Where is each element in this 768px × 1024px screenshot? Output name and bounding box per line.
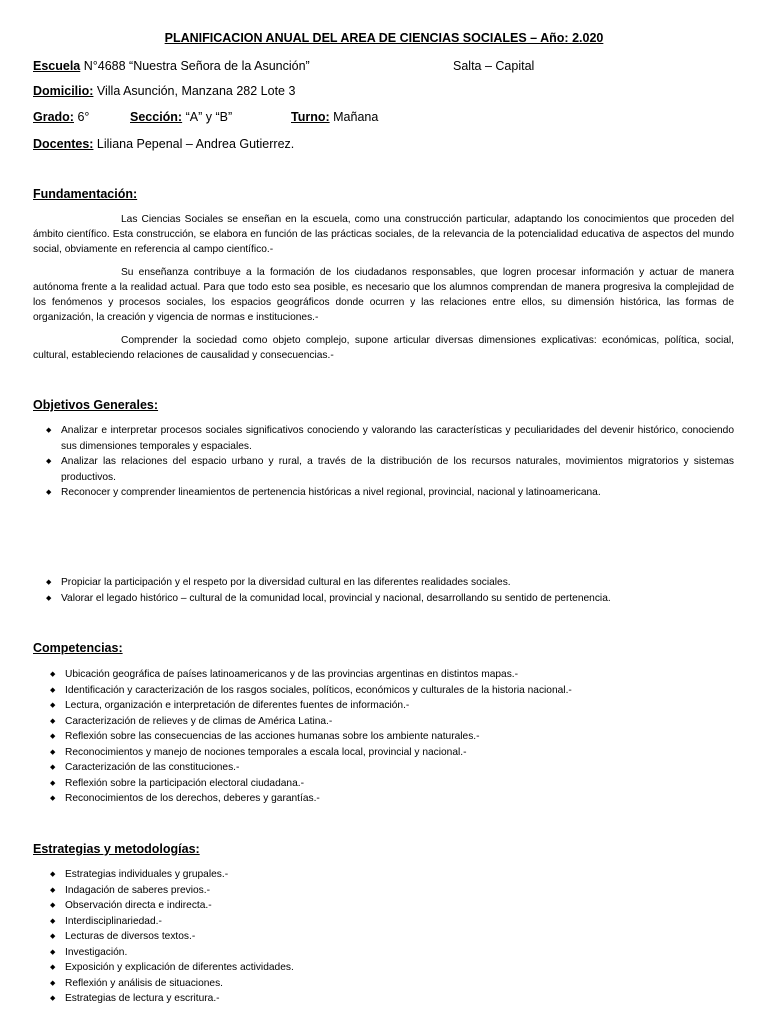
bullet-icon: ◆ — [50, 702, 56, 709]
bullet-icon: ◆ — [50, 948, 56, 956]
fundamentacion-paragraph: Su enseñanza contribuye a la formación de los ciudadanos responsables, que logren procesar información y actuar de manera autónoma frente a la realidad actual. Para que todo esto sea posible, es necesario que los alumnos comprendan de manera progresiva la complejidad de los fenómenos y procesos sociales, los espacios geográficos donde ocurren y las relaciones entre ellos, su dimensión histórica, las formas de organización, la creación y vigencia de normas e instituciones.- — [33, 267, 734, 323]
list-item: ◆ Exposición y explicación de diferentes actividades. — [65, 960, 734, 976]
header-grado — [33, 110, 89, 124]
bullet-icon: ◆ — [50, 779, 56, 787]
list-item: ◆ Valorar el legado histórico – cultural de la comunidad local, provincial y nacional, desarrollando su sentido de pertenencia. — [61, 591, 734, 607]
list-item: ◆ Caracterización de las constituciones.- — [65, 760, 734, 776]
turno-value: Mañana — [329, 110, 379, 124]
header-docentes — [33, 137, 294, 151]
list-item: ◆ Lecturas de diversos textos.- — [65, 929, 734, 945]
list-item: ◆ Reconocimientos de los derechos, deberes y garantías.- — [65, 791, 734, 807]
list-item: ◆ Reflexión sobre la participación electoral ciudadana.- — [65, 776, 734, 792]
list-item: ◆ Reflexión y análisis de situaciones. — [65, 976, 734, 992]
bullet-icon: ◆ — [50, 764, 56, 771]
list-item: ◆ Identificación y caracterización de los rasgos sociales, políticos, económicos y culturales de la historia nacional.- — [65, 683, 734, 699]
bullet-icon: ◆ — [50, 717, 56, 725]
bullet-icon: ◆ — [46, 594, 52, 602]
bullet-icon: ◆ — [46, 458, 52, 465]
list-item: ◆ Reconocer y comprender lineamientos de pertenencia históricas a nivel regional, provincial, nacional y latinoamericana. — [61, 485, 734, 501]
estrategias-heading: Estrategias y metodologías: — [33, 842, 200, 856]
objetivos-list-b — [46, 575, 734, 606]
fundamentacion-paragraph: Comprender la sociedad como objeto complejo, supone articular diversas dimensiones explicativas: económicas, política, social, cultural, estableciendo relaciones de causalidad y consecuencias.- — [33, 335, 734, 361]
list-item: ◆ Estrategias individuales y grupales.- — [65, 867, 734, 883]
header-escuela — [33, 59, 310, 73]
bullet-icon: ◆ — [50, 964, 56, 971]
bullet-icon: ◆ — [50, 886, 56, 894]
bullet-icon: ◆ — [50, 686, 56, 694]
list-item: ◆ Ubicación geográfica de países latinoamericanos y de las provincias argentinas en distintos mapas.- — [65, 667, 734, 683]
list-item: ◆ Analizar e interpretar procesos sociales significativos conociendo y valorando las características y peculiaridades del devenir histórico, conociendo sus dimensiones temporales y espaciales. — [46, 425, 734, 452]
domicilio-value: Villa Asunción, Manzana 282 Lote 3 — [93, 84, 296, 98]
document-title: PLANIFICACION ANUAL DEL AREA DE CIENCIAS SOCIALES – Año: 2.020 — [164, 31, 604, 45]
list-item: ◆ Observación directa e indirecta.- — [65, 898, 734, 914]
bullet-icon: ◆ — [50, 995, 56, 1002]
domicilio-label: Domicilio: — [33, 84, 94, 98]
grado-label: Grado: — [33, 110, 74, 124]
header-location: Salta – Capital — [453, 59, 535, 73]
fundamentacion-heading: Fundamentación: — [33, 187, 138, 201]
bullet-icon: ◆ — [50, 748, 56, 756]
objetivos-list-a — [46, 423, 734, 501]
list-item: ◆ Indagación de saberes previos.- — [65, 883, 734, 899]
header-seccion — [130, 110, 232, 124]
estrategias-list — [50, 867, 734, 1007]
bullet-icon: ◆ — [46, 489, 52, 496]
docentes-value: Liliana Pepenal – Andrea Gutierrez. — [93, 137, 295, 151]
bullet-icon: ◆ — [50, 871, 56, 878]
competencias-heading: Competencias: — [33, 641, 123, 655]
list-item: ◆ Reflexión sobre las consecuencias de las acciones humanas sobre los ambiente naturales.- — [65, 729, 734, 745]
list-item: ◆ Propiciar la participación y el respeto por la diversidad cultural en las diferentes realidades sociales. — [61, 575, 734, 591]
bullet-icon: ◆ — [50, 671, 56, 678]
list-item: ◆ Estrategias de lectura y escritura.- — [65, 991, 734, 1007]
bullet-icon: ◆ — [50, 902, 56, 909]
turno-label: Turno: — [291, 110, 330, 124]
seccion-label: Sección: — [130, 110, 183, 124]
seccion-value: “A” y “B” — [182, 110, 233, 124]
bullet-icon: ◆ — [50, 795, 56, 802]
list-item: ◆ Caracterización de relieves y de climas de América Latina.- — [65, 714, 734, 730]
bullet-icon: ◆ — [50, 979, 56, 987]
bullet-icon: ◆ — [46, 579, 52, 586]
list-item: ◆ Lectura, organización e interpretación de diferentes fuentes de información.- — [65, 698, 734, 714]
docentes-label: Docentes: — [33, 137, 94, 151]
list-item: ◆ Analizar las relaciones del espacio urbano y rural, a través de la distribución de los recursos naturales, movimientos migratorios y sistemas productivos. — [46, 456, 734, 483]
list-item: ◆ Investigación. — [65, 945, 734, 961]
bullet-icon: ◆ — [46, 427, 52, 434]
header-turno — [291, 110, 378, 124]
list-item: ◆ Reconocimientos y manejo de nociones temporales a escala local, provincial y nacional.- — [65, 745, 734, 761]
header-domicilio — [33, 84, 295, 98]
bullet-icon: ◆ — [50, 933, 56, 940]
escuela-value: N°4688 “Nuestra Señora de la Asunción” — [80, 59, 310, 73]
escuela-label: Escuela — [33, 59, 81, 73]
competencias-list — [50, 667, 734, 807]
bullet-icon: ◆ — [50, 917, 56, 925]
grado-value: 6° — [73, 110, 90, 124]
list-item: ◆ Interdisciplinariedad.- — [65, 914, 734, 930]
bullet-icon: ◆ — [50, 733, 56, 740]
fundamentacion-paragraph: Las Ciencias Sociales se enseñan en la escuela, como una construcción particular, adaptando los conocimientos que proceden del ámbito científico. Esta construcción, se elabora en función de las prácticas sociales, de la relevancia de la potencialidad educativa de aspectos del mundo social, obviamente en referencia al campo científico.- — [33, 214, 734, 255]
objetivos-heading: Objetivos Generales: — [33, 398, 159, 412]
